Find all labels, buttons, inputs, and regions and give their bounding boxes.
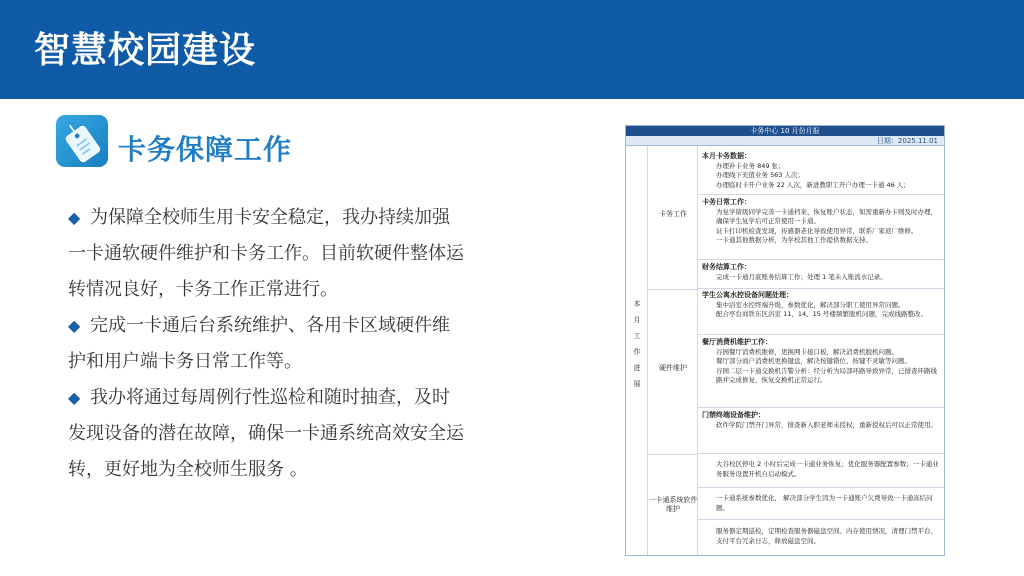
- report-block-title: 财务结算工作：: [702, 263, 751, 271]
- report-side-label: 本月工作进展: [633, 300, 641, 388]
- report-category: 卡务工作: [659, 210, 687, 218]
- report-line: 办理临时卡开户业务 22 人次，新进教职工开户办理一卡通 46 人；: [716, 180, 910, 189]
- card-tag-icon: [56, 115, 108, 167]
- report-block: [698, 488, 945, 520]
- report-block: [698, 261, 945, 289]
- paragraph-2-text: 完成一卡通后台系统维护、各用卡区域硬件维护和用户端卡务日常工作等。: [68, 315, 451, 372]
- report-line: 为复学留级同学完善一卡通档案、恢复账户状态，如需重新办卡则及时办理，确保学生复学后可正常使用一卡通。: [716, 207, 937, 225]
- report-block: [698, 150, 945, 195]
- report-side-column: [626, 146, 648, 556]
- report-block-title: 门禁终端设备维护：: [702, 411, 765, 419]
- section-title: 卡务保障工作: [118, 133, 293, 166]
- report-title: 卡务中心 10 月份月报: [626, 126, 944, 136]
- diamond-bullet-icon: ◆: [68, 316, 81, 335]
- report-line: 大谷校区停电 2 小时后完成一卡通业务恢复；优化服务器配置参数；一卡通业务服务设置开机自启动模式。: [716, 460, 939, 478]
- report-block: [698, 409, 945, 454]
- report-category-divider: [648, 289, 698, 290]
- report-line: 办理线下充值业务 563 人次；: [716, 171, 805, 179]
- report-line: 一卡通系统参数优化， 解决部分学生因为一卡通账户欠费导致一卡通冻结问题。: [716, 494, 933, 512]
- report-block: [698, 289, 945, 335]
- report-block-title: 本月卡务数据：: [702, 152, 751, 160]
- report-line: 服务器定期巡检，定期检查服务器磁盘空间、内存使用情况，清理门禁平台、支付平台冗余日志，释放磁盘空间。: [716, 527, 937, 545]
- report-block-title: 学生公寓水控设备问题处理：: [702, 291, 793, 299]
- report-block: [698, 336, 945, 408]
- report-date: 日期：2025.11.01: [626, 136, 944, 146]
- diamond-bullet-icon: ◆: [68, 388, 81, 407]
- monthly-report-image: [625, 125, 945, 556]
- report-category-column: [648, 146, 698, 556]
- report-line: 餐厅部分商户消费机更换键盘，解决按键错位、按键不灵敏等问题。: [716, 357, 911, 365]
- report-block: [698, 196, 945, 260]
- report-category: 硬件维护: [659, 364, 687, 372]
- page-title: 智慧校园建设: [34, 30, 257, 71]
- report-line: 软件学院门禁开门异常，排查新入职老师未授权，重新授权后可以正常使用。: [716, 420, 937, 429]
- report-line: 集中浴室水控终端升级，参数优化，解决部分职工使用异常问题。: [716, 300, 905, 309]
- body-text: [68, 200, 468, 488]
- report-content-column: [698, 146, 945, 556]
- diamond-bullet-icon: ◆: [68, 208, 81, 227]
- paragraph-3: [68, 380, 468, 488]
- report-line: 完成一卡通月底账务结算工作；处理 1 笔未入账流水记录。: [716, 272, 887, 281]
- report-line: 证卡打印机检查发现，传感器老化导致使用异常，联系厂家返厂维修。: [716, 226, 918, 235]
- report-block-title: 餐厅消费机维护工作：: [702, 338, 772, 346]
- report-line: 一卡通其他数据分析，为学校其他工作提供数据支持。: [716, 236, 872, 244]
- report-line: 办理补卡业务 849 张；: [716, 161, 785, 170]
- paragraph-2: [68, 308, 468, 380]
- report-category-divider: [648, 454, 698, 455]
- paragraph-1-text: 为保障全校师生用卡安全稳定，我办持续加强一卡通软硬件维护和卡务工作。目前软硬件整体运转情况良好，卡务工作正常进行。: [68, 207, 464, 300]
- report-category: 一卡通系统软件维护: [648, 496, 698, 513]
- report-block: [698, 520, 945, 556]
- report-line: 配合亭台商铁东区浴室 11、14、15 号楼频繁脱机问题，完成线路整改。: [716, 310, 927, 318]
- page-header: [0, 0, 1024, 99]
- report-block-title: 卡务日常工作：: [702, 198, 751, 206]
- report-block: [698, 454, 945, 488]
- report-table: [626, 146, 945, 556]
- paragraph-1: [68, 200, 468, 308]
- report-line: 谷园餐厅消费机维修，更换网卡接口板，解决消费机脱机问题。: [716, 347, 898, 356]
- report-line: 谷园二层一卡通交换机告警分析：经分析为局部环路导致异常，已排查环路线路并完成修复，恢复交换机正常运行。: [716, 366, 937, 384]
- paragraph-3-text: 我办将通过每周例行性巡检和随时抽查，及时发现设备的潜在故障，确保一卡通系统高效安全运转，更好地为全校师生服务 。: [68, 387, 464, 480]
